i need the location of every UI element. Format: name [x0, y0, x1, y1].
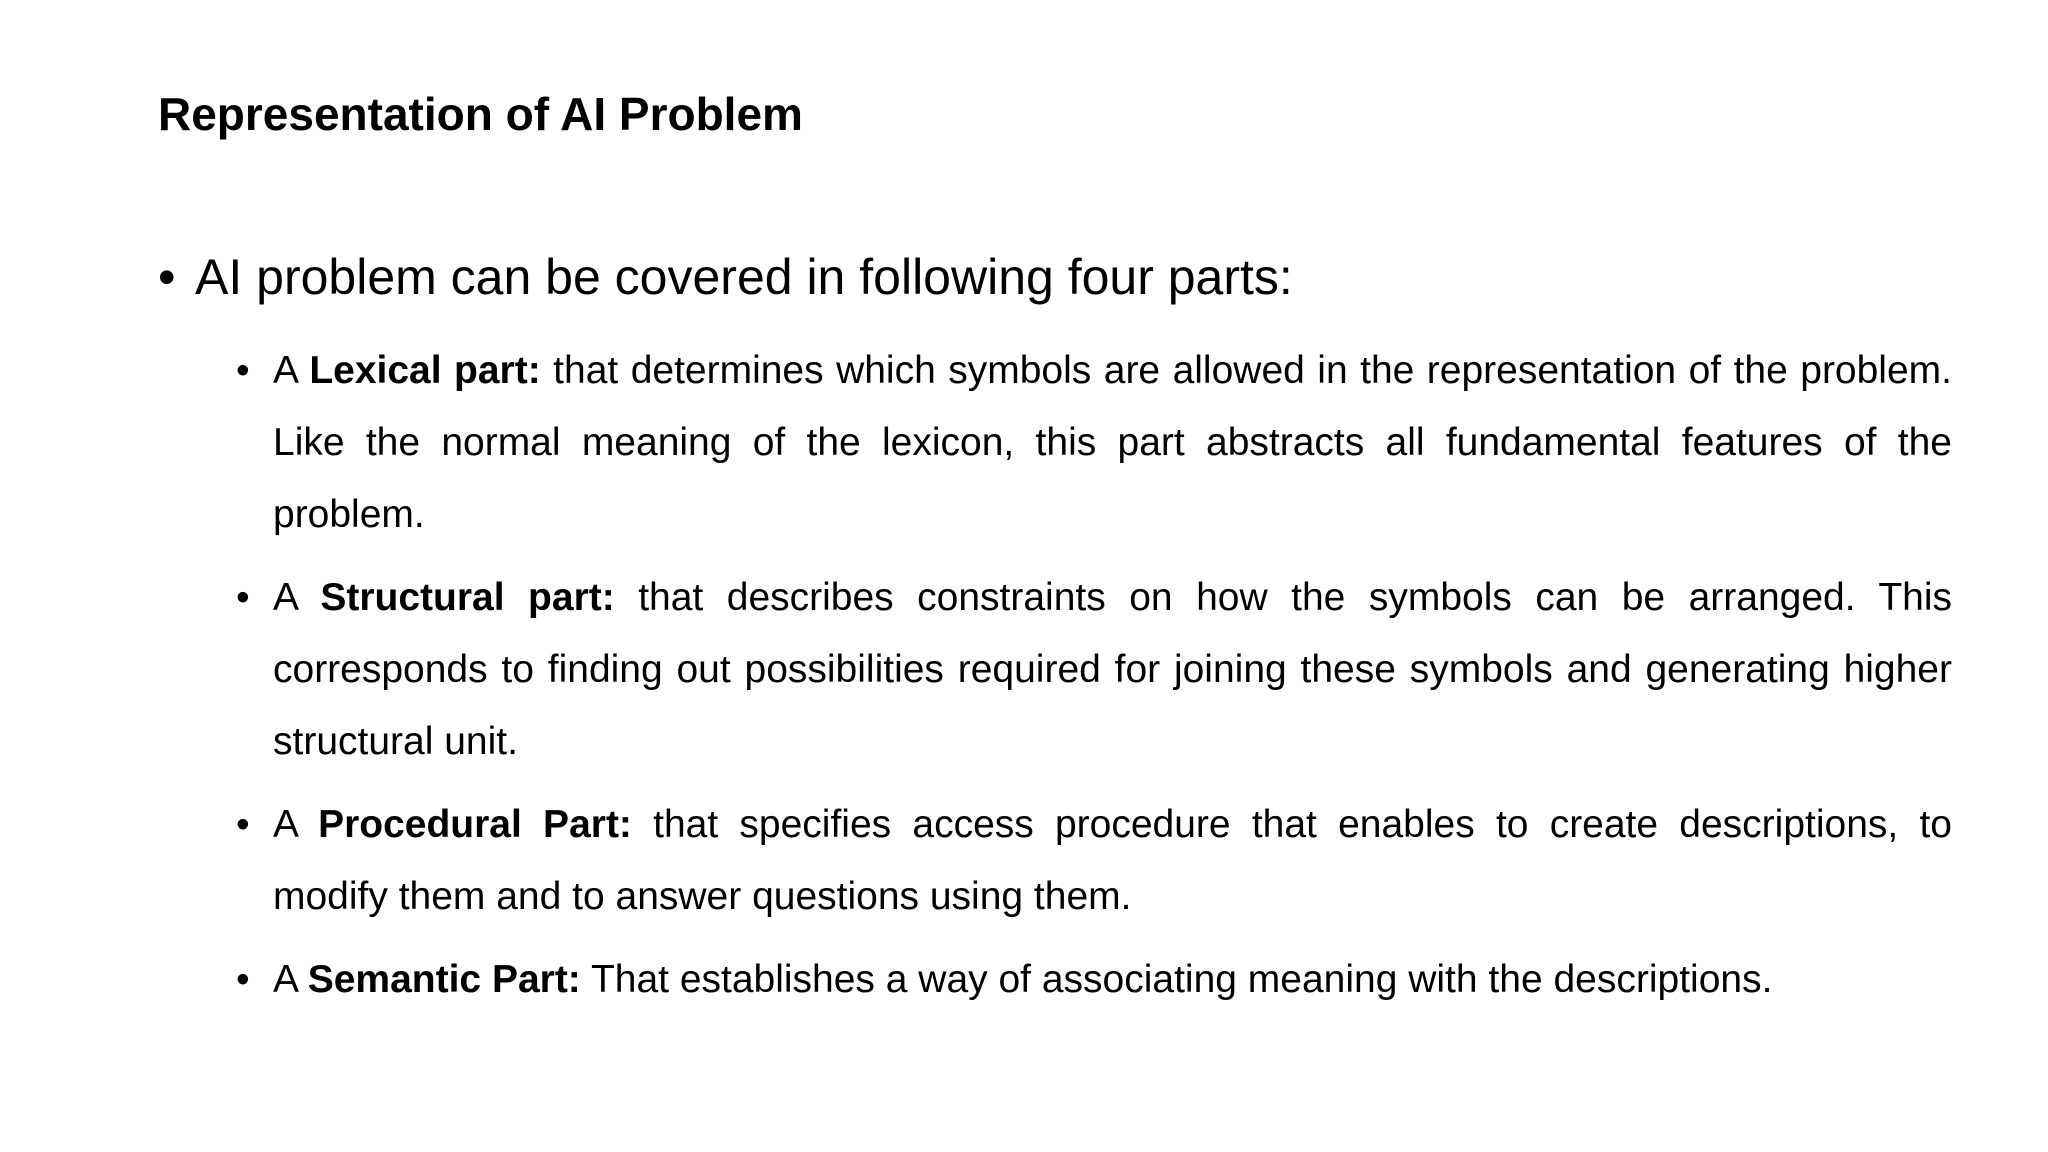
- part-term: Semantic Part:: [307, 958, 581, 1001]
- bullet-icon: •: [236, 576, 250, 619]
- part-prefix: A: [273, 576, 321, 619]
- part-term: Lexical part:: [309, 349, 541, 392]
- part-description: that determines which symbols are allowed in the representation of the problem. Like the normal meaning of the lexicon, this part abstracts all fundamental features of the problem.: [273, 349, 1952, 536]
- part-description: that describes constraints on how the symbols can be arranged. This corresponds to finding out possibilities required for joining these symbols and generating higher structural unit.: [273, 576, 1952, 763]
- part-term: Procedural Part:: [318, 803, 632, 846]
- bullet-icon: •: [158, 249, 176, 305]
- part-text: [273, 562, 1952, 778]
- part-description: that specifies access procedure that enables to create descriptions, to modify them and to answer questions using them.: [273, 803, 1952, 918]
- list-item-procedural-part: [236, 789, 1952, 933]
- part-term: Structural part:: [320, 576, 615, 619]
- bullet-icon: •: [236, 958, 250, 1001]
- bullet-icon: •: [236, 349, 250, 392]
- list-item-lexical-part: [236, 335, 1952, 551]
- part-text: [273, 944, 1952, 1016]
- slide-title: Representation of AI Problem: [158, 88, 803, 140]
- list-item-structural-part: [236, 562, 1952, 778]
- list-item-semantic-part: [236, 944, 1952, 1016]
- part-text: [273, 335, 1952, 551]
- bullet-icon: •: [236, 803, 250, 846]
- main-bullet-text: AI problem can be covered in following four parts:: [195, 249, 1293, 305]
- part-text: [273, 789, 1952, 933]
- part-prefix: A: [273, 958, 308, 1001]
- part-prefix: A: [273, 349, 310, 392]
- part-description: That establishes a way of associating meaning with the descriptions.: [580, 958, 1773, 1001]
- part-prefix: A: [273, 803, 319, 846]
- parts-list: [236, 335, 1952, 1027]
